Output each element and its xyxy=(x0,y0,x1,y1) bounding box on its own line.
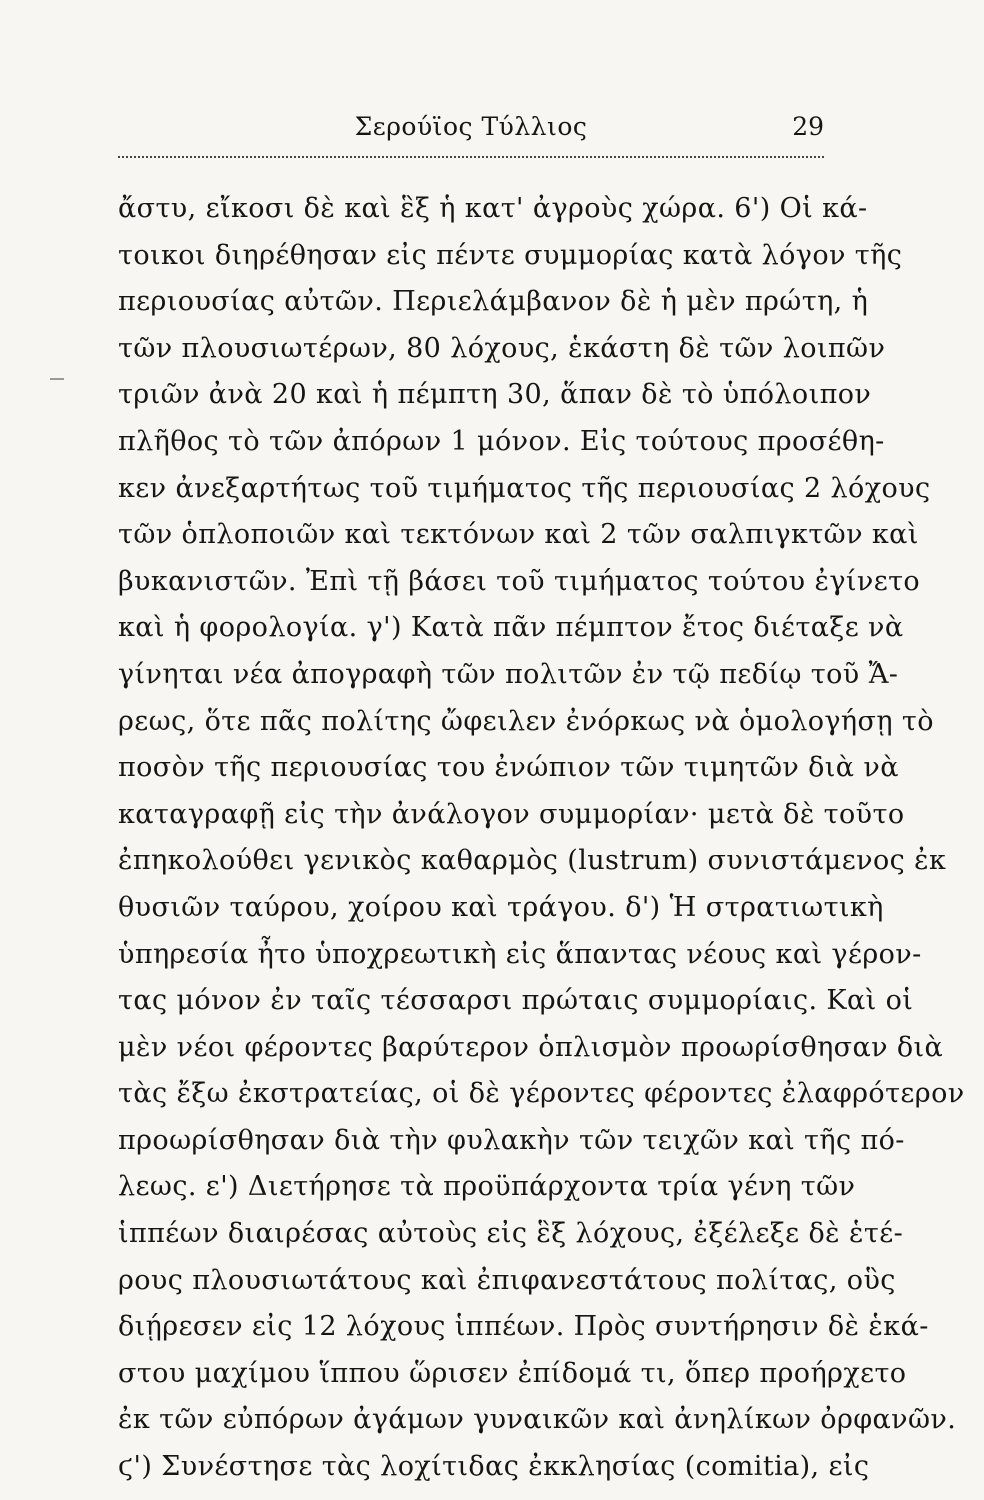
text-line: ϛ') Συνέστησε τὰς λοχίτιδας ἐκκλησίας (comitia), εἰς xyxy=(118,1451,870,1483)
text-line: ποσὸν τῆς περιουσίας του ἐνώπιον τῶν τιμητῶν διὰ νὰ xyxy=(118,752,899,784)
text-line: γίνηται νέα ἀπογραφὴ τῶν πολιτῶν ἐν τῷ πεδίῳ τοῦ Ἄ- xyxy=(118,658,899,690)
text-line: ἐπηκολούθει γενικὸς καθαρμὸς (lustrum) συνιστάμενος ἐκ xyxy=(118,845,947,877)
text-line: τὰς ἔξω ἐκστρατείας, οἱ δὲ γέροντες φέροντες ἐλαφρότερον xyxy=(118,1078,965,1110)
body-text xyxy=(118,186,965,1491)
text-line: κεν ἀνεξαρτήτως τοῦ τιμήματος τῆς περιουσίας 2 λόχους xyxy=(118,472,931,504)
text-line: βυκανιστῶν. Ἐπὶ τῇ βάσει τοῦ τιμήματος τούτου ἐγίνετο xyxy=(118,565,921,597)
text-line: τῶν ὁπλοποιῶν καὶ τεκτόνων καὶ 2 τῶν σαλπιγκτῶν καὶ xyxy=(118,519,919,551)
page-header xyxy=(118,112,824,152)
text-line: ἐκ τῶν εὐπόρων ἀγάμων γυναικῶν καὶ ἀνηλίκων ὀρφανῶν. xyxy=(118,1404,957,1436)
text-line: στου μαχίμου ἵππου ὥρισεν ἐπίδομά τι, ὅπερ προήρχετο xyxy=(118,1357,907,1389)
text-line: καταγραφῇ εἰς τὴν ἀνάλογον συμμορίαν· μετὰ δὲ τοῦτο xyxy=(118,798,905,830)
text-line: τας μόνον ἐν ταῖς τέσσαρσι πρώταις συμμορίαις. Καὶ οἱ xyxy=(118,985,914,1017)
margin-mark xyxy=(50,378,64,380)
text-line: τῶν πλουσιωτέρων, 80 λόχους, ἑκάστη δὲ τῶν λοιπῶν xyxy=(118,332,886,364)
header-rule xyxy=(118,156,824,158)
text-line: τριῶν ἀνὰ 20 καὶ ἡ πέμπτη 30, ἅπαν δὲ τὸ ὑπόλοιπον xyxy=(118,379,872,411)
text-line: ρους πλουσιωτάτους καὶ ἐπιφανεστάτους πολίτας, οὓς xyxy=(118,1264,896,1296)
text-line: περιουσίας αὐτῶν. Περιελάμβανον δὲ ἡ μὲν πρώτη, ἡ xyxy=(118,286,869,318)
text-line: διῄρεσεν εἰς 12 λόχους ἱππέων. Πρὸς συντήρησιν δὲ ἑκά- xyxy=(118,1311,929,1343)
text-line: θυσιῶν ταύρου, χοίρου καὶ τράγου. δ') Ἡ στρατιωτικὴ xyxy=(118,891,884,923)
running-title: Σερούϊος Τύλλιος xyxy=(354,112,588,141)
page-number: 29 xyxy=(792,112,824,141)
text-line: ὑπηρεσία ἦτο ὑποχρεωτικὴ εἰς ἅπαντας νέους καὶ γέρον- xyxy=(118,938,922,970)
text-line: πλῆθος τὸ τῶν ἀπόρων 1 μόνον. Εἰς τούτους προσέθη- xyxy=(118,425,885,457)
text-line: ρεως, ὅτε πᾶς πολίτης ὤφειλεν ἐνόρκως νὰ ὁμολογήσῃ τὸ xyxy=(118,705,934,737)
text-line: μὲν νέοι φέροντες βαρύτερον ὁπλισμὸν προωρίσθησαν διὰ xyxy=(118,1031,944,1063)
text-line: προωρίσθησαν διὰ τὴν φυλακὴν τῶν τειχῶν καὶ τῆς πό- xyxy=(118,1124,905,1156)
text-line: καὶ ἡ φορολογία. γ') Κατὰ πᾶν πέμπτον ἔτος διέταξε νὰ xyxy=(118,612,904,644)
text-line: ἱππέων διαιρέσας αὐτοὺς εἰς ἓξ λόχους, ἐξέλεξε δὲ ἑτέ- xyxy=(118,1218,904,1250)
text-line: ἄστυ, εἴκοσι δὲ καὶ ἓξ ἡ κατ' ἀγροὺς χώρα. 6') Οἱ κά- xyxy=(118,193,868,224)
text-line: λεως. ε') Διετήρησε τὰ προϋπάρχοντα τρία γένη τῶν xyxy=(118,1171,856,1203)
text-line: τοικοι διηρέθησαν εἰς πέντε συμμορίας κατὰ λόγον τῆς xyxy=(118,239,903,271)
